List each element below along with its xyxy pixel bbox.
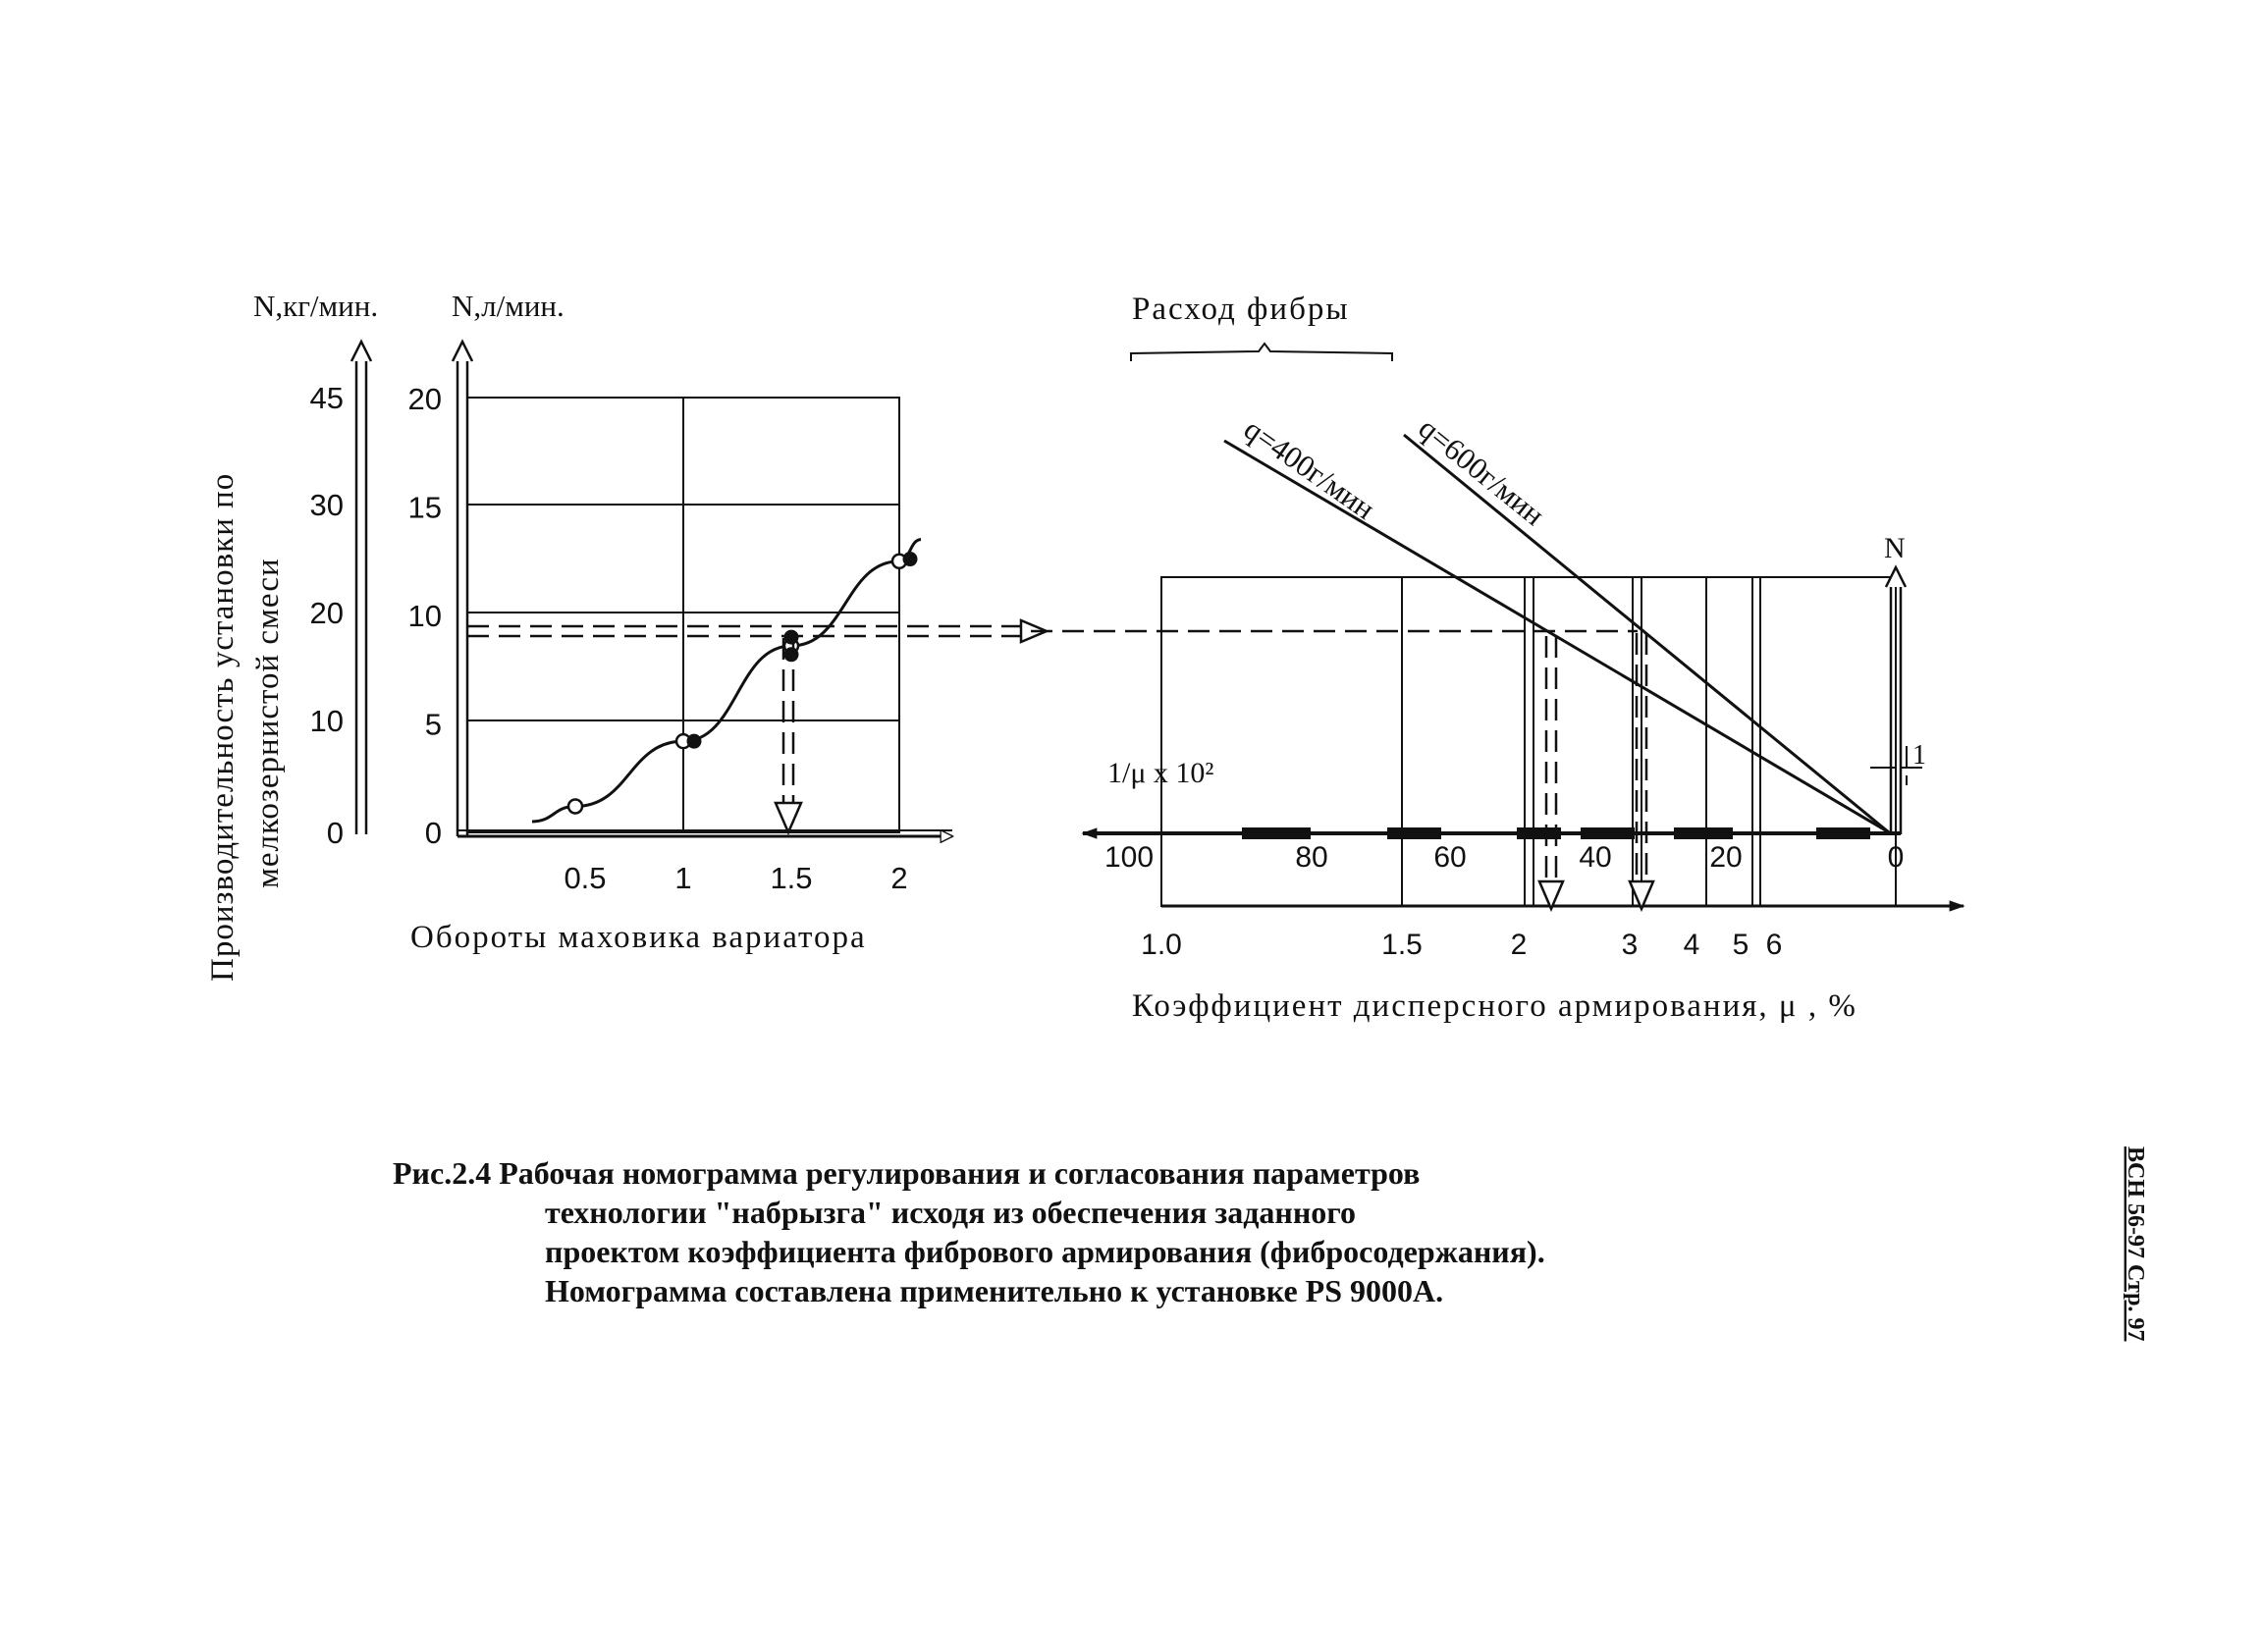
inv-mu-tick-label: 60 xyxy=(1433,841,1467,874)
kg-tick-label: 20 xyxy=(309,596,344,630)
inv-mu-tick-label: 100 xyxy=(1103,841,1155,874)
mu-tick-label: 3 xyxy=(1621,929,1639,961)
mu-tick-labels xyxy=(1141,929,1782,961)
l-tick-label: 5 xyxy=(424,707,442,742)
left-x-tick-labels xyxy=(564,861,907,895)
performance-curve xyxy=(532,540,921,822)
ylabel-line2: мелкозернистой смеси xyxy=(250,558,286,888)
caption-line-2: технологии "набрызга" исходя из обеспечения заданного xyxy=(545,1195,1356,1230)
left-grid xyxy=(467,398,899,832)
mu-tick-label: 4 xyxy=(1683,929,1700,961)
kg-tick-label: 45 xyxy=(309,381,344,415)
axis-kg-label: N,кг/мин. xyxy=(253,289,379,323)
inv-mu-tick-label: 80 xyxy=(1295,841,1328,874)
open-point xyxy=(568,799,582,813)
filled-point xyxy=(687,734,702,749)
inv-mu-label: 1/μ x 10² xyxy=(1107,757,1214,789)
kg-tick-label: 10 xyxy=(309,704,344,738)
mu-tick-label: 2 xyxy=(1510,929,1528,961)
ylabel-line1: Производительность установки по xyxy=(205,472,241,982)
caption-line-3: проектом коэффициента фибрового армирования (фибросодержания). xyxy=(545,1234,1545,1269)
right-chart xyxy=(1031,292,1964,1024)
inv-mu-segment xyxy=(1816,827,1870,839)
inv-mu-segment xyxy=(1387,827,1441,839)
caption-line-4: Номограмма составлена применительно к установке PS 9000А. xyxy=(545,1273,1444,1308)
q600-label: q=600г/мин xyxy=(1412,410,1551,533)
kg-tick-label: 30 xyxy=(309,488,344,522)
axis-l-label: N,л/мин. xyxy=(452,289,565,323)
side-stamp xyxy=(2121,1146,2150,1382)
inv-mu-segment xyxy=(1581,827,1635,839)
left-chart xyxy=(205,289,1047,982)
left-x-tick-label: 2 xyxy=(890,861,908,895)
left-x-tick-label: 1.5 xyxy=(770,861,813,895)
left-x-tick-label: 1 xyxy=(674,861,692,895)
flow-header: Расход фибры xyxy=(1132,292,1350,327)
q400-label: q=400г/мин xyxy=(1237,411,1381,526)
right-xlabel: Коэффициент дисперсного армирования, μ , % xyxy=(1132,988,1857,1024)
l-tick-label: 0 xyxy=(424,816,442,850)
construction-lines xyxy=(467,626,1031,805)
inv-mu-segment xyxy=(1517,827,1561,839)
l-tick-label: 20 xyxy=(407,382,442,416)
left-xlabel: Обороты маховика вариатора xyxy=(410,920,867,955)
kg-tick-label: 0 xyxy=(326,816,344,850)
filled-point xyxy=(903,552,918,566)
l-tick-labels xyxy=(408,382,442,850)
svg-text:ВСН 56-97 Стр. 97: ВСН 56-97 Стр. 97 xyxy=(2123,1146,2148,1342)
kg-axis xyxy=(310,342,371,850)
figure-caption xyxy=(393,1153,1545,1310)
left-x-tick-label: 0.5 xyxy=(564,861,607,895)
header-brace xyxy=(1131,344,1392,361)
filled-point xyxy=(784,647,799,662)
l-tick-label: 10 xyxy=(407,599,442,633)
kg-tick-labels xyxy=(310,381,344,850)
inv-mu-tick-label: 0 xyxy=(1887,841,1905,874)
inv-mu-segment xyxy=(1674,827,1733,839)
mu-tick-label: 1.5 xyxy=(1381,929,1423,961)
mu-tick-label: 6 xyxy=(1765,929,1783,961)
mu-tick-label: 5 xyxy=(1732,929,1749,961)
n-axis-label: N xyxy=(1884,532,1906,564)
l-axis xyxy=(408,342,472,850)
inv-mu-segment xyxy=(1242,827,1311,839)
inv-mu-tick-label: 20 xyxy=(1709,841,1743,874)
dash-arrow-down xyxy=(776,803,801,832)
inv-mu-tick-label: 40 xyxy=(1579,841,1612,874)
l-tick-label: 15 xyxy=(407,490,442,525)
unit-marker-label: 1 xyxy=(1912,740,1926,771)
right-grid xyxy=(1161,577,1896,906)
mu-tick-label: 1.0 xyxy=(1141,929,1182,961)
inv-mu-tick-labels xyxy=(1104,841,1904,874)
caption-line-1: Рис.2.4 Рабочая номограмма регулирования и согласования параметров xyxy=(393,1155,1421,1191)
